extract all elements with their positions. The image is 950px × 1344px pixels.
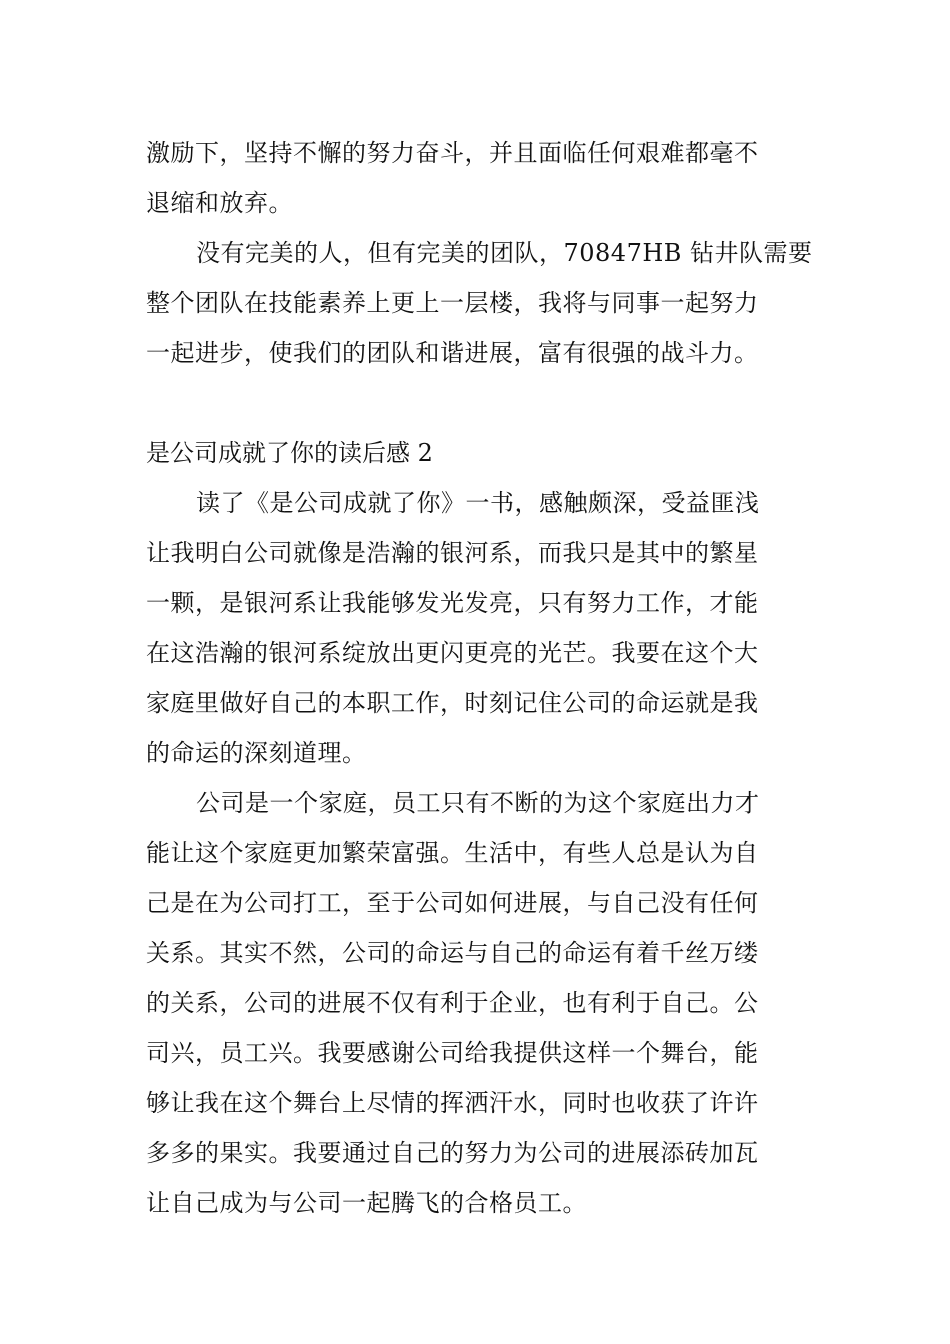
section-title: 是公司成就了你的读后感 2 [146,439,433,467]
paragraph-line: 读了《是公司成就了你》一书，感触颇深，受益匪浅 [196,489,760,517]
paragraph-line: 激励下，坚持不懈的努力奋斗，并且面临任何艰难都毫不 [146,139,759,167]
paragraph-line: 没有完美的人，但有完美的团队，70847HB 钻井队需要 [196,239,813,267]
paragraph-3 [146,478,806,778]
paragraph-line: 在这浩瀚的银河系绽放出更闪更亮的光芒。我要在这个大 [146,639,759,667]
paragraph-line: 一颗，是银河系让我能够发光发亮，只有努力工作，才能 [146,589,759,617]
paragraph-line: 让自己成为与公司一起腾飞的合格员工。 [146,1189,587,1217]
paragraph-line: 让我明白公司就像是浩瀚的银河系，而我只是其中的繁星 [146,539,759,567]
paragraph-line: 司兴，员工兴。我要感谢公司给我提供这样一个舞台，能 [146,1039,759,1067]
document-page [146,128,813,1228]
paragraph-line: 家庭里做好自己的本职工作，时刻记住公司的命运就是我 [146,689,759,717]
paragraph-line: 的命运的深刻道理。 [146,739,367,767]
paragraph-line: 己是在为公司打工，至于公司如何进展，与自己没有任何 [146,889,759,917]
paragraph-line: 一起进步，使我们的团队和谐进展，富有很强的战斗力。 [146,339,759,367]
section-spacer [146,378,806,428]
paragraph-4 [146,778,806,1228]
paragraph-line: 够让我在这个舞台上尽情的挥洒汗水，同时也收获了许许 [146,1089,759,1117]
paragraph-line: 多多的果实。我要通过自己的努力为公司的进展添砖加瓦 [146,1139,759,1167]
paragraph-line: 公司是一个家庭，员工只有不断的为这个家庭出力才 [196,789,760,817]
paragraph-line: 关系。其实不然，公司的命运与自己的命运有着千丝万缕 [146,939,759,967]
paragraph-line: 能让这个家庭更加繁荣富强。生活中，有些人总是认为自 [146,839,759,867]
paragraph-line: 整个团队在技能素养上更上一层楼，我将与同事一起努力 [146,289,759,317]
paragraph-line: 退缩和放弃。 [146,189,293,217]
paragraph-1 [146,128,806,228]
paragraph-2 [146,228,813,378]
paragraph-line: 的关系，公司的进展不仅有利于企业，也有利于自己。公 [146,989,759,1017]
